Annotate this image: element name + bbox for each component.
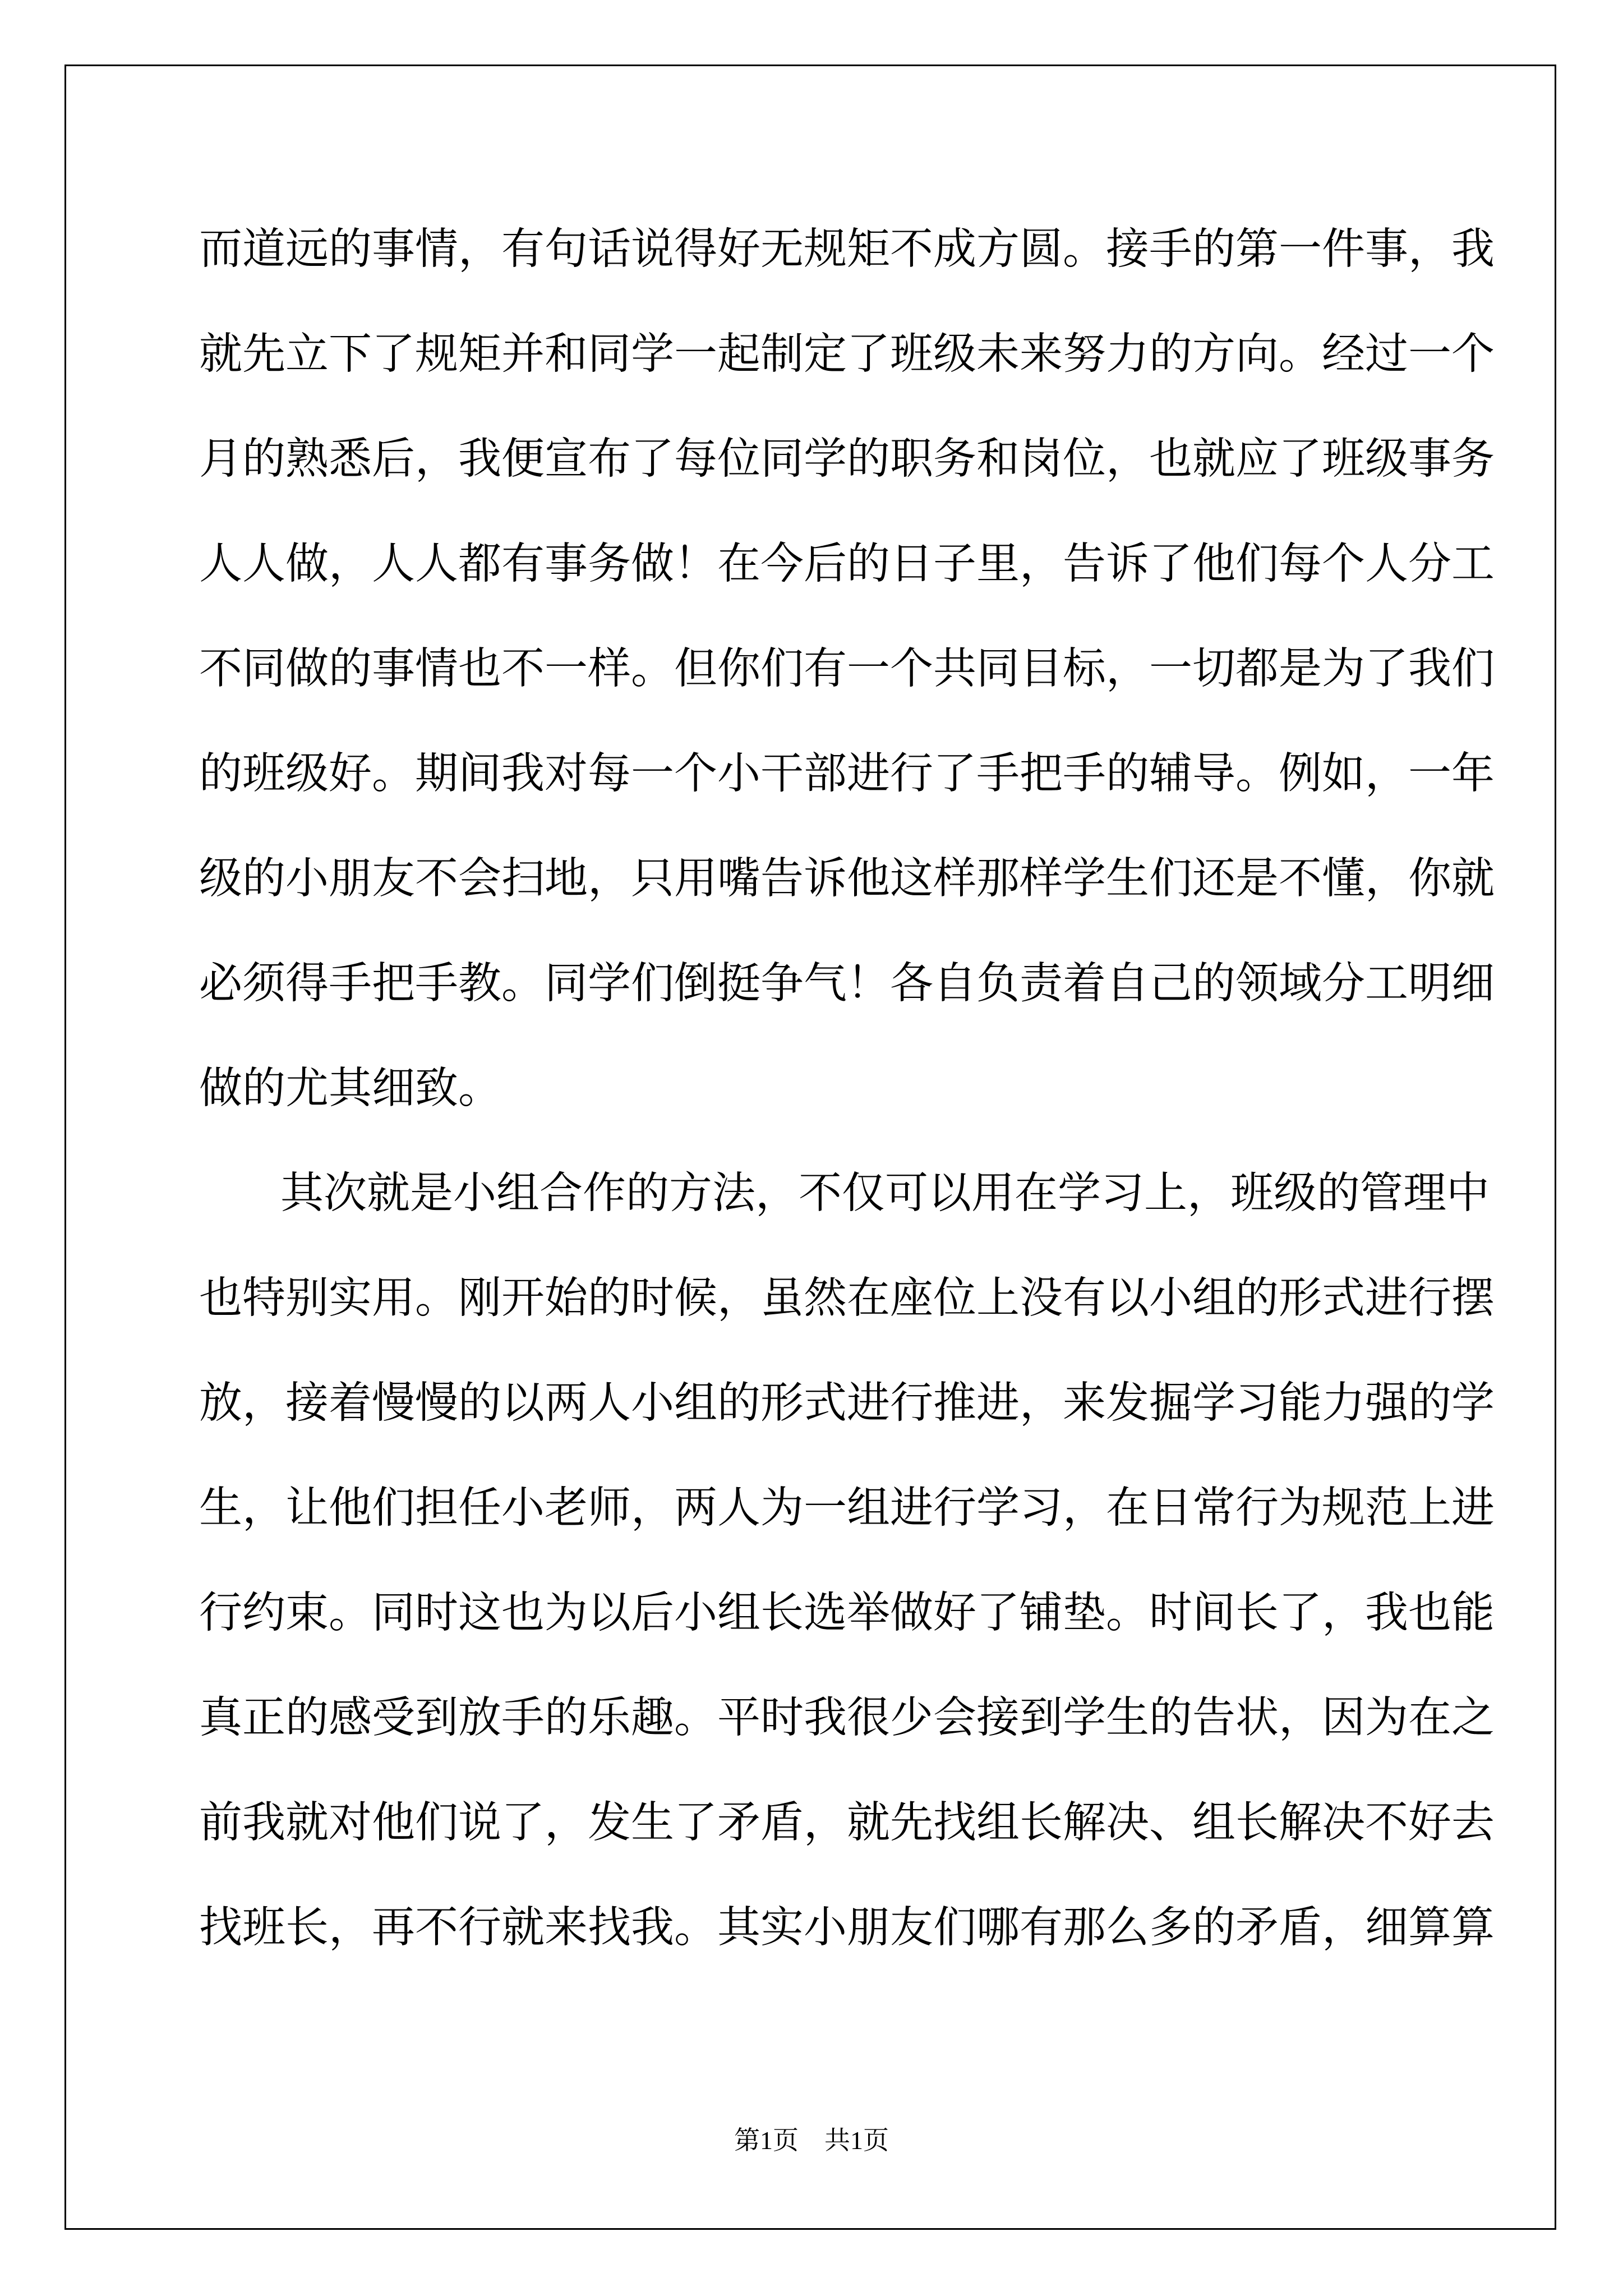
text-line: 找班长，再不行就来找我。其实小朋友们哪有那么多的矛盾，细算算 — [199, 1903, 1495, 1953]
text-line: 行约束。同时这也为以后小组长选举做好了铺垫。时间长了，我也能 — [199, 1588, 1495, 1638]
text-line: 不同做的事情也不一样。但你们有一个共同目标，一切都是为了我们 — [199, 644, 1495, 694]
text-line: 生，让他们担任小老师，两人为一组进行学习，在日常行为规范上进 — [199, 1483, 1495, 1533]
text-line: 必须得手把手教。同学们倒挺争气！各自负责着自己的领域分工明细 — [199, 959, 1495, 1009]
text-line: 人人做，人人都有事务做！在今后的日子里，告诉了他们每个人分工 — [199, 539, 1495, 589]
text-line: 而道远的事情，有句话说得好无规矩不成方圆。接手的第一件事，我 — [199, 224, 1495, 274]
text-line: 月的熟悉后，我便宣布了每位同学的职务和岗位，也就应了班级事务 — [199, 434, 1495, 484]
text-line: 就先立下了规矩并和同学一起制定了班级未来努力的方向。经过一个 — [199, 329, 1495, 379]
text-line: 做的尤其细致。 — [199, 1064, 501, 1114]
page-footer: 第1页 共1页 — [734, 2126, 889, 2155]
text-line: 真正的感受到放手的乐趣。平时我很少会接到学生的告状，因为在之 — [199, 1693, 1495, 1743]
text-line: 前我就对他们说了，发生了矛盾，就先找组长解决、组长解决不好去 — [199, 1798, 1495, 1848]
text-line: 的班级好。期间我对每一个小干部进行了手把手的辅导。例如，一年 — [199, 749, 1495, 799]
text-line: 也特别实用。刚开始的时候，虽然在座位上没有以小组的形式进行摆 — [199, 1273, 1495, 1323]
text-line: 级的小朋友不会扫地，只用嘴告诉他这样那样学生们还是不懂，你就 — [199, 854, 1495, 904]
text-line: 其次就是小组合作的方法，不仅可以用在学习上，班级的管理中 — [280, 1168, 1490, 1218]
text-line: 放，接着慢慢的以两人小组的形式进行推进，来发掘学习能力强的学 — [199, 1378, 1495, 1428]
